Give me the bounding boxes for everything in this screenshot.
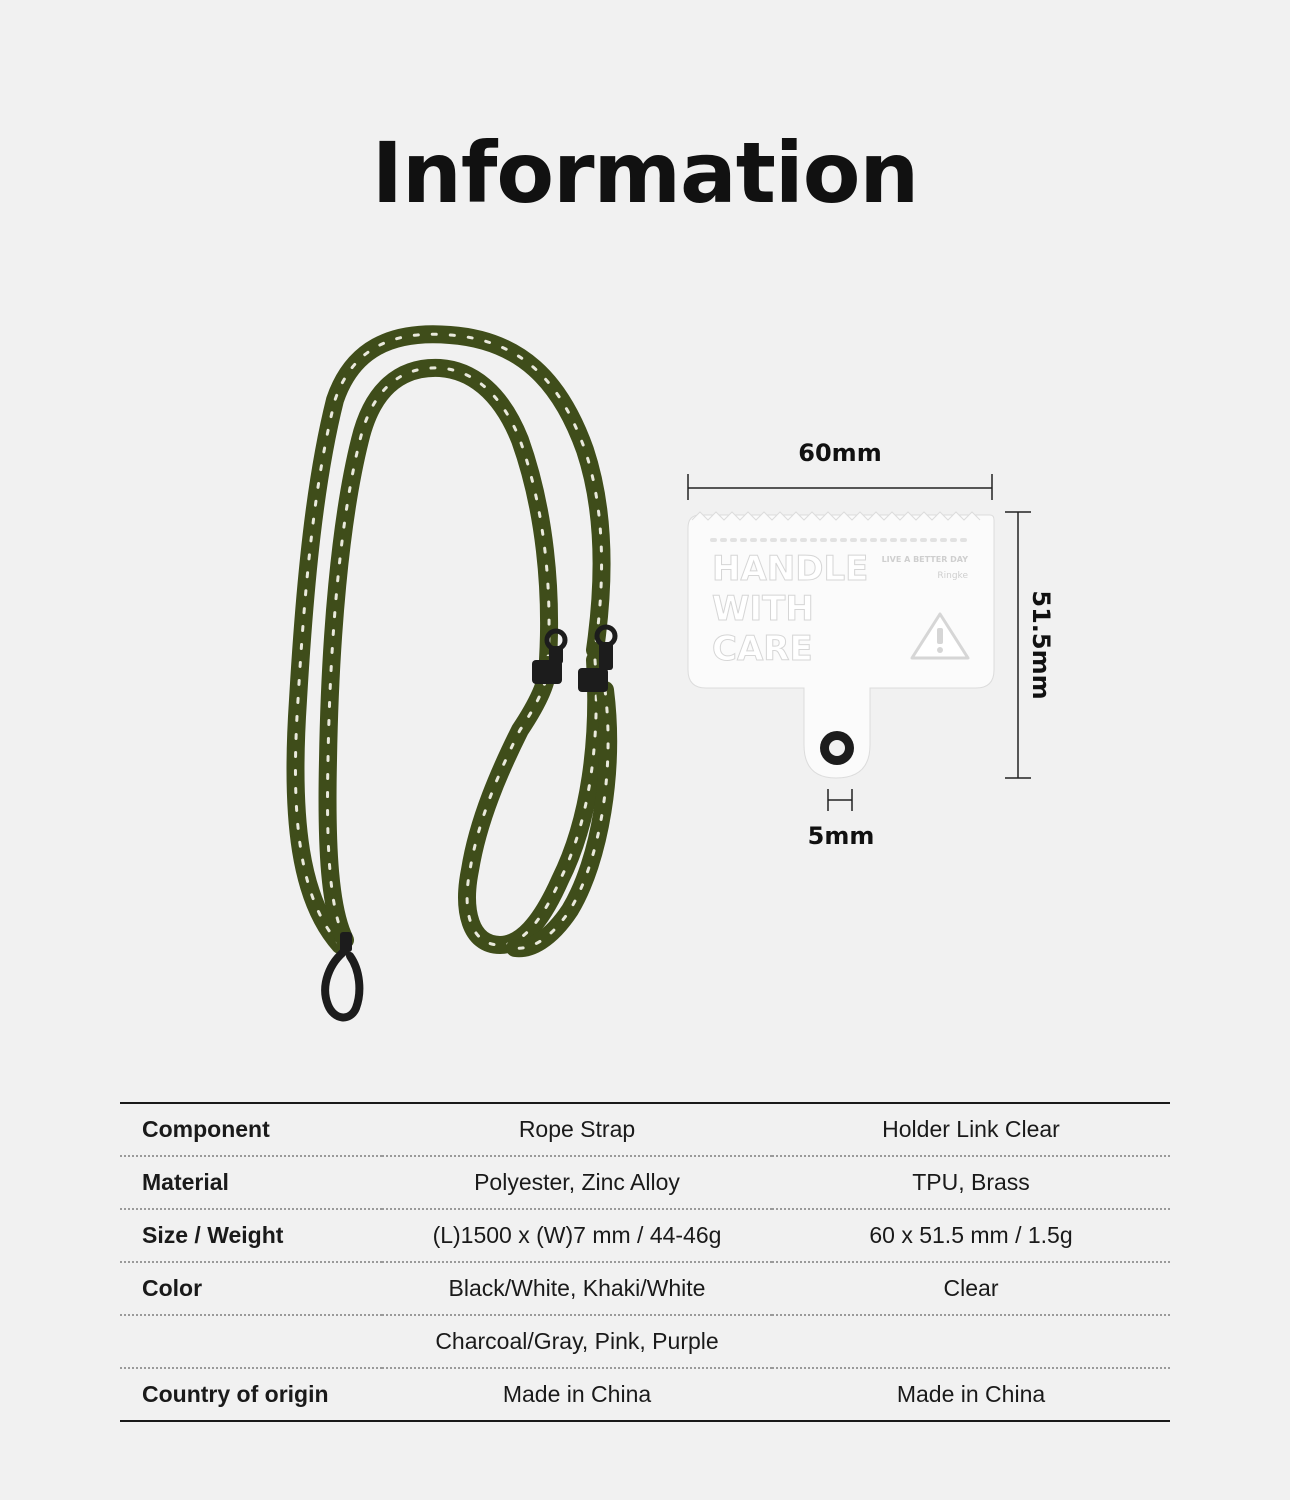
spec-value-rope-strap: Charcoal/Gray, Pink, Purple <box>382 1315 772 1368</box>
spec-row-size-weight <box>120 1209 1170 1262</box>
spec-value-rope-strap: Rope Strap <box>382 1103 772 1156</box>
holder-link-card <box>688 512 994 778</box>
spec-value-rope-strap: Made in China <box>502 1381 652 1407</box>
page-title: Information <box>371 124 919 222</box>
spec-value-holder-link: Holder Link Clear <box>772 1103 1170 1156</box>
holder-tagline: LIVE A BETTER DAY <box>881 555 968 564</box>
spec-value-holder-link <box>772 1315 1170 1368</box>
holder-print-line-1: HANDLE <box>712 549 869 589</box>
spec-row-country-of-origin <box>120 1368 1170 1421</box>
spec-value-rope-strap: Polyester, Zinc Alloy <box>382 1156 772 1209</box>
spec-label: Material <box>120 1156 382 1209</box>
spec-row-color-continued <box>120 1315 1170 1368</box>
hole-label: 5mm <box>807 822 875 850</box>
rope-right-strand <box>328 368 550 940</box>
rope-strap-image <box>295 334 615 1017</box>
spec-value-holder-link: 60 x 51.5 mm / 1.5g <box>772 1209 1170 1262</box>
spec-value-rope-strap: (L)1500 x (W)7 mm / 44-46g <box>382 1209 772 1262</box>
height-dimension <box>1005 512 1055 778</box>
holder-print-line-2: WITH <box>712 589 814 629</box>
spec-label: Color <box>120 1262 382 1315</box>
spec-label: Component <box>120 1103 382 1156</box>
height-label: 51.5mm <box>1027 590 1055 700</box>
spec-value-holder-link: Clear <box>772 1262 1170 1315</box>
spec-label: Size / Weight <box>120 1209 382 1262</box>
spec-table <box>120 1102 1170 1422</box>
spec-row-material <box>120 1156 1170 1209</box>
width-dimension <box>688 439 992 500</box>
holder-brand: Ringke <box>937 571 968 581</box>
spec-value-holder-link: TPU, Brass <box>772 1156 1170 1209</box>
spec-value-holder-link: Made in China <box>896 1381 1046 1407</box>
spec-label: Country of origin <box>142 1381 329 1407</box>
spec-label <box>120 1315 382 1368</box>
rope-adjuster-right <box>578 668 608 692</box>
holder-print-line-3: CARE <box>712 629 813 669</box>
spec-row-component <box>120 1103 1170 1156</box>
hole-dimension <box>808 789 875 850</box>
spec-row-color <box>120 1262 1170 1315</box>
spec-value-rope-strap: Black/White, Khaki/White <box>382 1262 772 1315</box>
width-label: 60mm <box>798 439 882 467</box>
